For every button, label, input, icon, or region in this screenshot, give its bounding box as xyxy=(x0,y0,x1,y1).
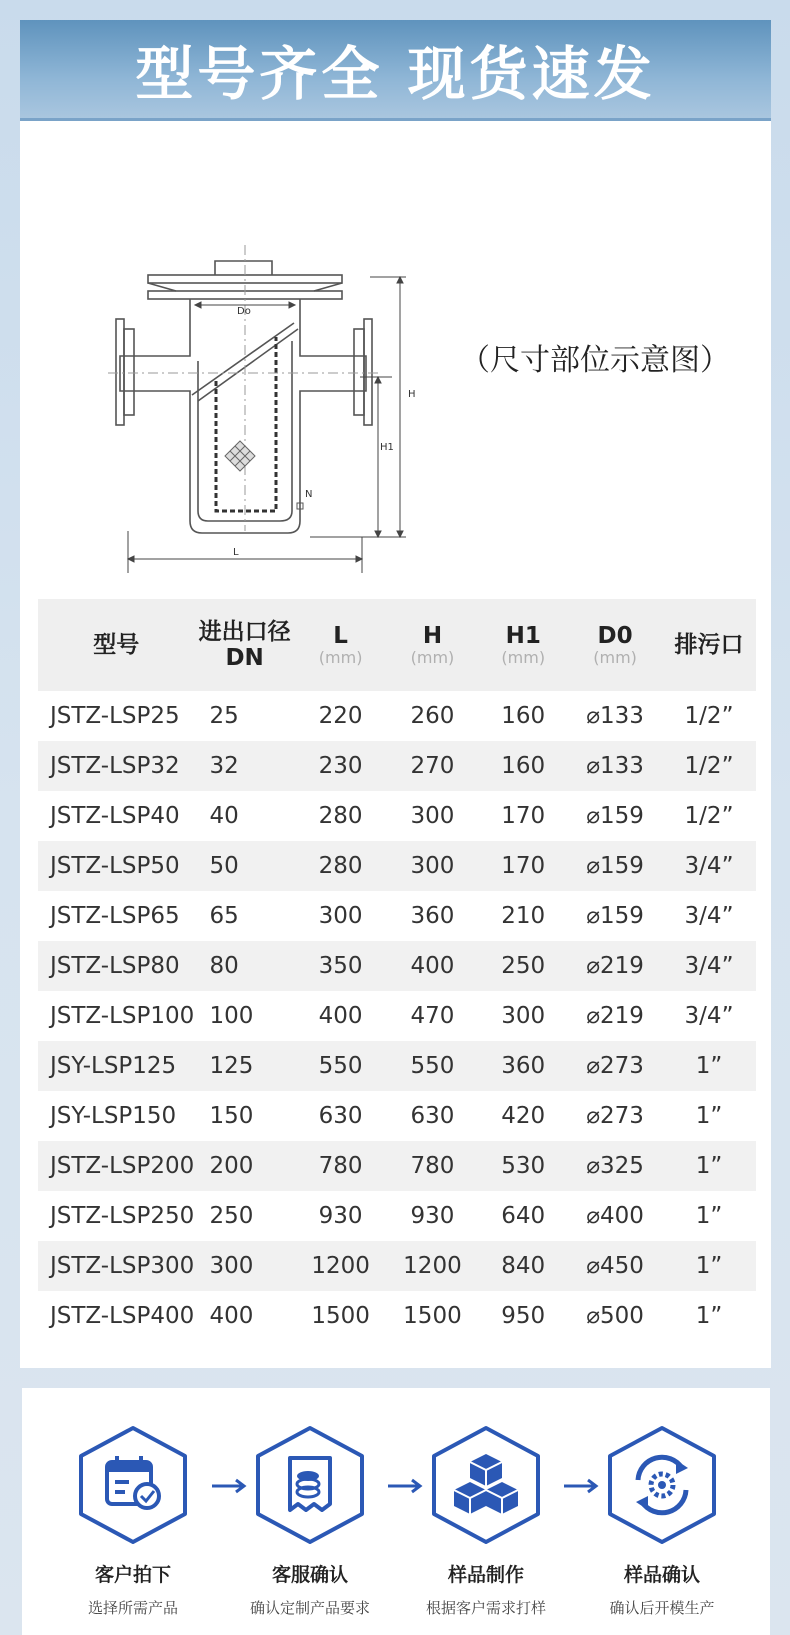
cell-l: 280 xyxy=(318,853,363,879)
cell-model: JSTZ-LSP300 xyxy=(50,1253,195,1279)
cell-h: 270 xyxy=(410,753,455,779)
cell-dn: 300 xyxy=(209,1253,254,1279)
cell-h1: 640 xyxy=(501,1203,546,1229)
cell-drain: 1/2” xyxy=(684,703,734,729)
cell-h1: 250 xyxy=(501,953,546,979)
label-h1: H1 xyxy=(380,442,394,453)
cell-h1: 170 xyxy=(501,853,546,879)
cell-model: JSTZ-LSP250 xyxy=(50,1203,195,1229)
table-row xyxy=(38,1141,756,1191)
label-n: N xyxy=(305,489,313,500)
cell-dn: 200 xyxy=(209,1153,254,1179)
cell-l: 1200 xyxy=(311,1253,370,1279)
cell-d0: ⌀159 xyxy=(586,803,644,829)
cell-dn: 50 xyxy=(209,853,239,879)
step-1-title: 客户拍下 xyxy=(94,1564,171,1586)
cell-d0: ⌀219 xyxy=(586,1003,644,1029)
document-coin-icon xyxy=(252,1424,368,1546)
table-row xyxy=(38,891,756,941)
cell-h1: 210 xyxy=(501,903,546,929)
cell-model: JSTZ-LSP200 xyxy=(50,1153,195,1179)
cell-model: JSTZ-LSP80 xyxy=(50,953,180,979)
step-2-sub: 确认定制产品要求 xyxy=(249,1599,370,1617)
banner-title: 型号齐全 现货速发 xyxy=(135,40,656,108)
cell-drain: 1” xyxy=(695,1303,723,1329)
cell-l: 280 xyxy=(318,803,363,829)
cell-drain: 1” xyxy=(695,1253,723,1279)
cell-d0: ⌀133 xyxy=(586,703,644,729)
cell-h: 630 xyxy=(410,1103,455,1129)
cell-h: 300 xyxy=(410,803,455,829)
header-l: L (mm) xyxy=(318,623,363,667)
header-h: H (mm) xyxy=(410,623,455,667)
cell-h1: 950 xyxy=(501,1303,546,1329)
cell-drain: 3/4” xyxy=(684,903,734,929)
cell-h: 550 xyxy=(410,1053,455,1079)
process-panel xyxy=(22,1388,770,1635)
spec-card xyxy=(20,121,771,1368)
cell-d0: ⌀159 xyxy=(586,903,644,929)
cell-l: 550 xyxy=(318,1053,363,1079)
step-3 xyxy=(411,1424,561,1618)
cell-h1: 530 xyxy=(501,1153,546,1179)
cell-d0: ⌀325 xyxy=(586,1153,644,1179)
step-3-sub: 根据客户需求打样 xyxy=(425,1599,546,1617)
label-l: L xyxy=(233,547,239,558)
cell-dn: 80 xyxy=(209,953,239,979)
cell-drain: 1” xyxy=(695,1053,723,1079)
step-4 xyxy=(587,1424,737,1618)
cell-h: 930 xyxy=(410,1203,455,1229)
cell-h1: 420 xyxy=(501,1103,546,1129)
cell-h1: 840 xyxy=(501,1253,546,1279)
cell-model: JSY-LSP150 xyxy=(50,1103,177,1129)
label-do: Do xyxy=(237,306,251,317)
cell-l: 350 xyxy=(318,953,363,979)
table-row xyxy=(38,741,756,791)
table-row xyxy=(38,1291,756,1341)
cell-d0: ⌀273 xyxy=(586,1053,644,1079)
cell-dn: 25 xyxy=(209,703,239,729)
table-row xyxy=(38,1241,756,1291)
cell-h: 260 xyxy=(410,703,455,729)
cell-h1: 170 xyxy=(501,803,546,829)
cell-model: JSTZ-LSP100 xyxy=(50,1003,195,1029)
header-drain: 排污口 xyxy=(674,632,744,658)
cell-drain: 1” xyxy=(695,1203,723,1229)
step-4-title: 样品确认 xyxy=(623,1564,700,1586)
cell-h: 300 xyxy=(410,853,455,879)
calendar-check-icon xyxy=(75,1424,191,1546)
table-row xyxy=(38,791,756,841)
gear-cycle-icon xyxy=(604,1424,720,1546)
header-d0: D0 (mm) xyxy=(593,623,637,667)
header-dn: 进出口径 DN xyxy=(198,619,291,671)
cell-dn: 150 xyxy=(209,1103,254,1129)
cell-d0: ⌀450 xyxy=(586,1253,644,1279)
cell-model: JSTZ-LSP40 xyxy=(50,803,180,829)
cell-d0: ⌀273 xyxy=(586,1103,644,1129)
step-1 xyxy=(58,1424,208,1618)
cell-h: 1500 xyxy=(403,1303,462,1329)
cell-h1: 160 xyxy=(501,753,546,779)
cell-drain: 3/4” xyxy=(684,953,734,979)
cell-l: 780 xyxy=(318,1153,363,1179)
cell-model: JSTZ-LSP25 xyxy=(50,703,180,729)
cell-h: 780 xyxy=(410,1153,455,1179)
header-h1: H1 (mm) xyxy=(501,623,546,667)
cell-h1: 160 xyxy=(501,703,546,729)
cell-d0: ⌀219 xyxy=(586,953,644,979)
cell-h1: 360 xyxy=(501,1053,546,1079)
table-header-row xyxy=(38,599,756,691)
cell-dn: 40 xyxy=(209,803,239,829)
spec-table-body xyxy=(38,691,756,1341)
table-row xyxy=(38,941,756,991)
banner xyxy=(20,20,771,121)
cell-model: JSTZ-LSP32 xyxy=(50,753,180,779)
table-row xyxy=(38,841,756,891)
step-2-title: 客服确认 xyxy=(271,1564,348,1586)
cell-model: JSY-LSP125 xyxy=(50,1053,177,1079)
table-row xyxy=(38,691,756,741)
cell-d0: ⌀500 xyxy=(586,1303,644,1329)
cell-dn: 100 xyxy=(209,1003,254,1029)
cell-d0: ⌀400 xyxy=(586,1203,644,1229)
diagram-caption: （尺寸部位示意图） xyxy=(460,343,730,378)
cell-drain: 3/4” xyxy=(684,853,734,879)
cell-model: JSTZ-LSP65 xyxy=(50,903,180,929)
cell-h: 1200 xyxy=(403,1253,462,1279)
cell-l: 300 xyxy=(318,903,363,929)
cell-h1: 300 xyxy=(501,1003,546,1029)
cell-drain: 3/4” xyxy=(684,1003,734,1029)
cell-d0: ⌀159 xyxy=(586,853,644,879)
table-row xyxy=(38,1041,756,1091)
cell-l: 930 xyxy=(318,1203,363,1229)
cell-l: 1500 xyxy=(311,1303,370,1329)
cell-h: 470 xyxy=(410,1003,455,1029)
cell-l: 220 xyxy=(318,703,363,729)
cell-h: 360 xyxy=(410,903,455,929)
cell-drain: 1” xyxy=(695,1153,723,1179)
cell-drain: 1/2” xyxy=(684,753,734,779)
cell-drain: 1/2” xyxy=(684,803,734,829)
strainer-diagram xyxy=(80,181,500,558)
step-4-sub: 确认后开模生产 xyxy=(609,1599,715,1617)
cubes-icon xyxy=(428,1424,544,1546)
table-row xyxy=(38,1091,756,1141)
cell-model: JSTZ-LSP50 xyxy=(50,853,180,879)
table-row xyxy=(38,1191,756,1241)
cell-dn: 400 xyxy=(209,1303,254,1329)
cell-dn: 65 xyxy=(209,903,239,929)
step-1-sub: 选择所需产品 xyxy=(87,1599,178,1617)
cell-l: 400 xyxy=(318,1003,363,1029)
step-3-title: 样品制作 xyxy=(447,1564,524,1586)
cell-drain: 1” xyxy=(695,1103,723,1129)
step-2 xyxy=(235,1424,385,1618)
cell-l: 230 xyxy=(318,753,363,779)
cell-dn: 32 xyxy=(209,753,239,779)
header-model: 型号 xyxy=(93,632,140,658)
spec-table xyxy=(38,599,756,1341)
cell-dn: 250 xyxy=(209,1203,254,1229)
table-row xyxy=(38,991,756,1041)
label-h: H xyxy=(408,389,416,400)
cell-h: 400 xyxy=(410,953,455,979)
cell-dn: 125 xyxy=(209,1053,254,1079)
cell-model: JSTZ-LSP400 xyxy=(50,1303,195,1329)
cell-d0: ⌀133 xyxy=(586,753,644,779)
cell-l: 630 xyxy=(318,1103,363,1129)
